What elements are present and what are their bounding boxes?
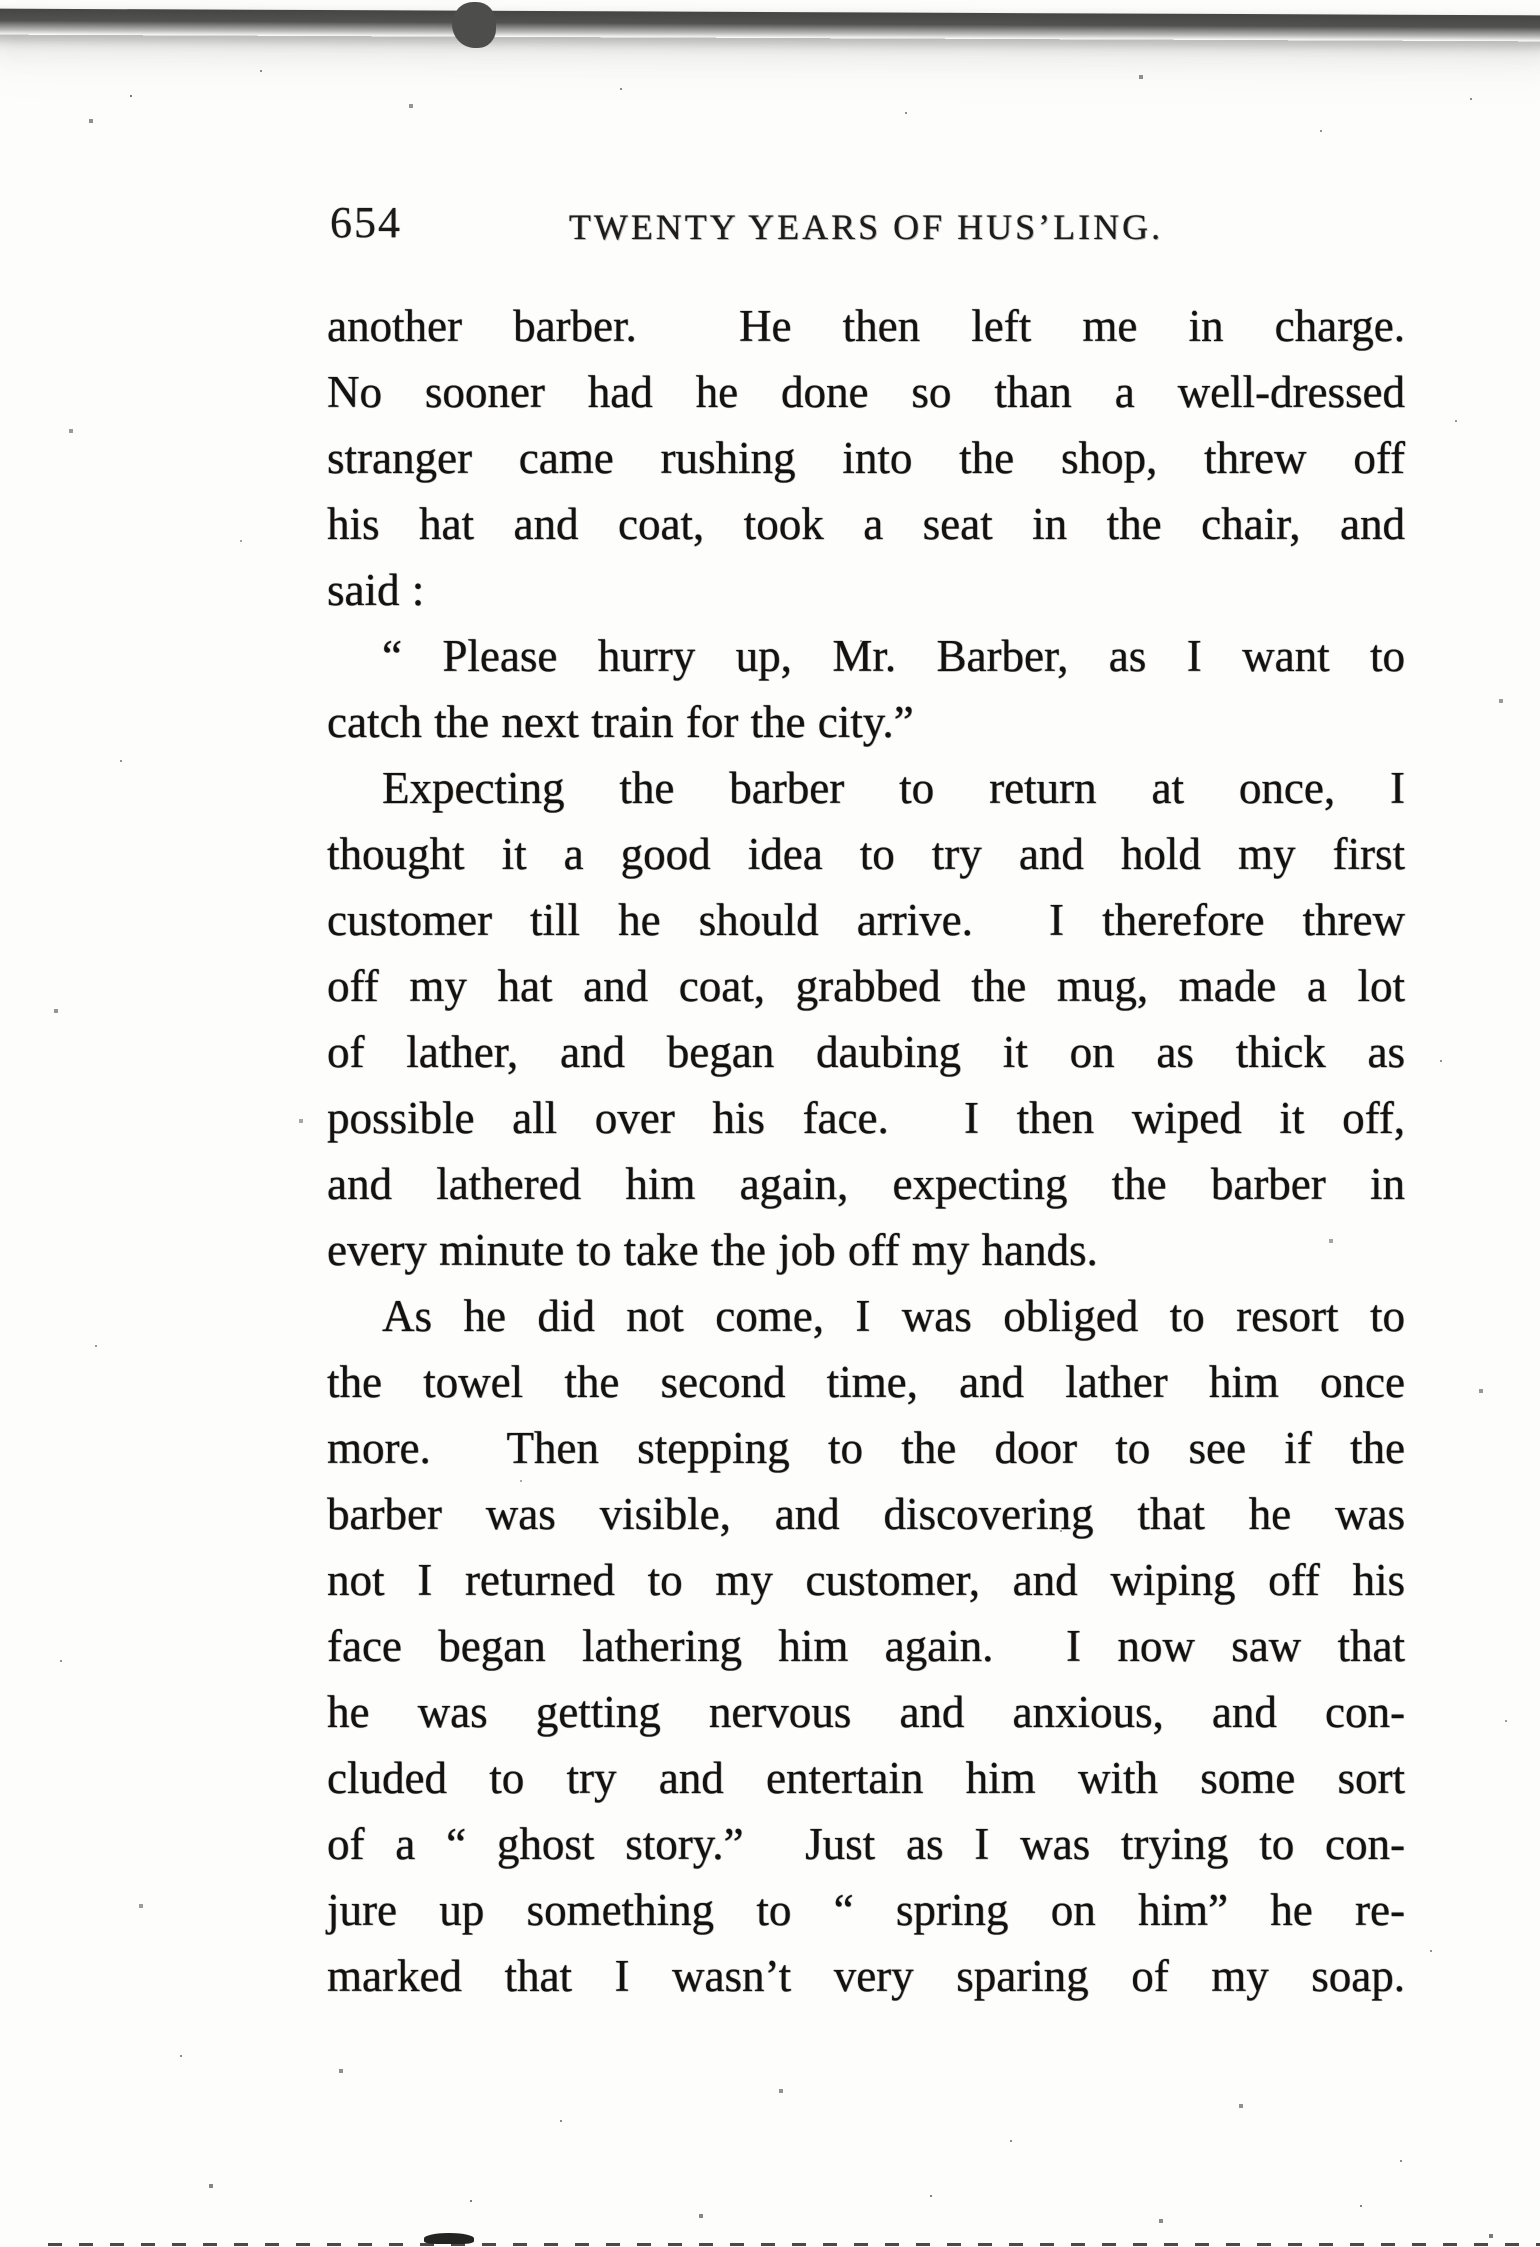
text-line: No sooner had he done so than a well-dressed xyxy=(327,367,1405,417)
text-line: jure up something to “ spring on him” he re- xyxy=(327,1885,1405,1935)
text-line: customer till he should arrive. I therefore threw xyxy=(327,895,1405,945)
text-line: face began lathering him again. I now saw that xyxy=(327,1621,1405,1671)
scan-artifact-blob-bottom xyxy=(424,2233,474,2244)
text-line: “ Please hurry up, Mr. Barber, as I want to xyxy=(382,631,1405,681)
page-number: 654 xyxy=(330,198,402,247)
text-line: of lather, and began daubing it on as thick as xyxy=(327,1027,1405,1077)
text-line: said : xyxy=(327,565,425,615)
text-line: As he did not come, I was obliged to resort to xyxy=(382,1291,1405,1341)
text-line: his hat and coat, took a seat in the chair, and xyxy=(327,499,1405,549)
text-line: he was getting nervous and anxious, and con- xyxy=(327,1687,1405,1737)
text-line: of a “ ghost story.” Just as I was trying to con- xyxy=(327,1819,1405,1869)
text-line: and lathered him again, expecting the barber in xyxy=(327,1159,1405,1209)
text-line: another barber. He then left me in charge. xyxy=(327,301,1405,351)
scan-noise-speckles xyxy=(0,0,2,2)
text-line: every minute to take the job off my hands. xyxy=(327,1225,1098,1275)
text-line: stranger came rushing into the shop, threw off xyxy=(327,433,1405,483)
text-line: marked that I wasn’t very sparing of my soap. xyxy=(327,1951,1405,2001)
text-line: the towel the second time, and lather him once xyxy=(327,1357,1405,1407)
body-text-block xyxy=(327,293,1405,2009)
text-line: cluded to try and entertain him with some sort xyxy=(327,1753,1405,1803)
scan-artifact-bottom-edge xyxy=(48,2243,1540,2246)
scan-artifact-top-band xyxy=(0,9,1540,42)
text-line: barber was visible, and discovering that he was xyxy=(327,1489,1405,1539)
text-line: not I returned to my customer, and wiping off his xyxy=(327,1555,1405,1605)
text-line: thought it a good idea to try and hold my first xyxy=(327,829,1405,879)
text-line: Expecting the barber to return at once, I xyxy=(382,763,1405,813)
text-line: more. Then stepping to the door to see if the xyxy=(327,1423,1405,1473)
text-line: off my hat and coat, grabbed the mug, made a lot xyxy=(327,961,1405,1011)
text-line: possible all over his face. I then wiped it off, xyxy=(327,1093,1405,1143)
text-line: catch the next train for the city.” xyxy=(327,697,914,747)
scan-artifact-blob-top xyxy=(452,2,496,48)
running-header-title: TWENTY YEARS OF HUS’LING. xyxy=(568,207,1164,247)
